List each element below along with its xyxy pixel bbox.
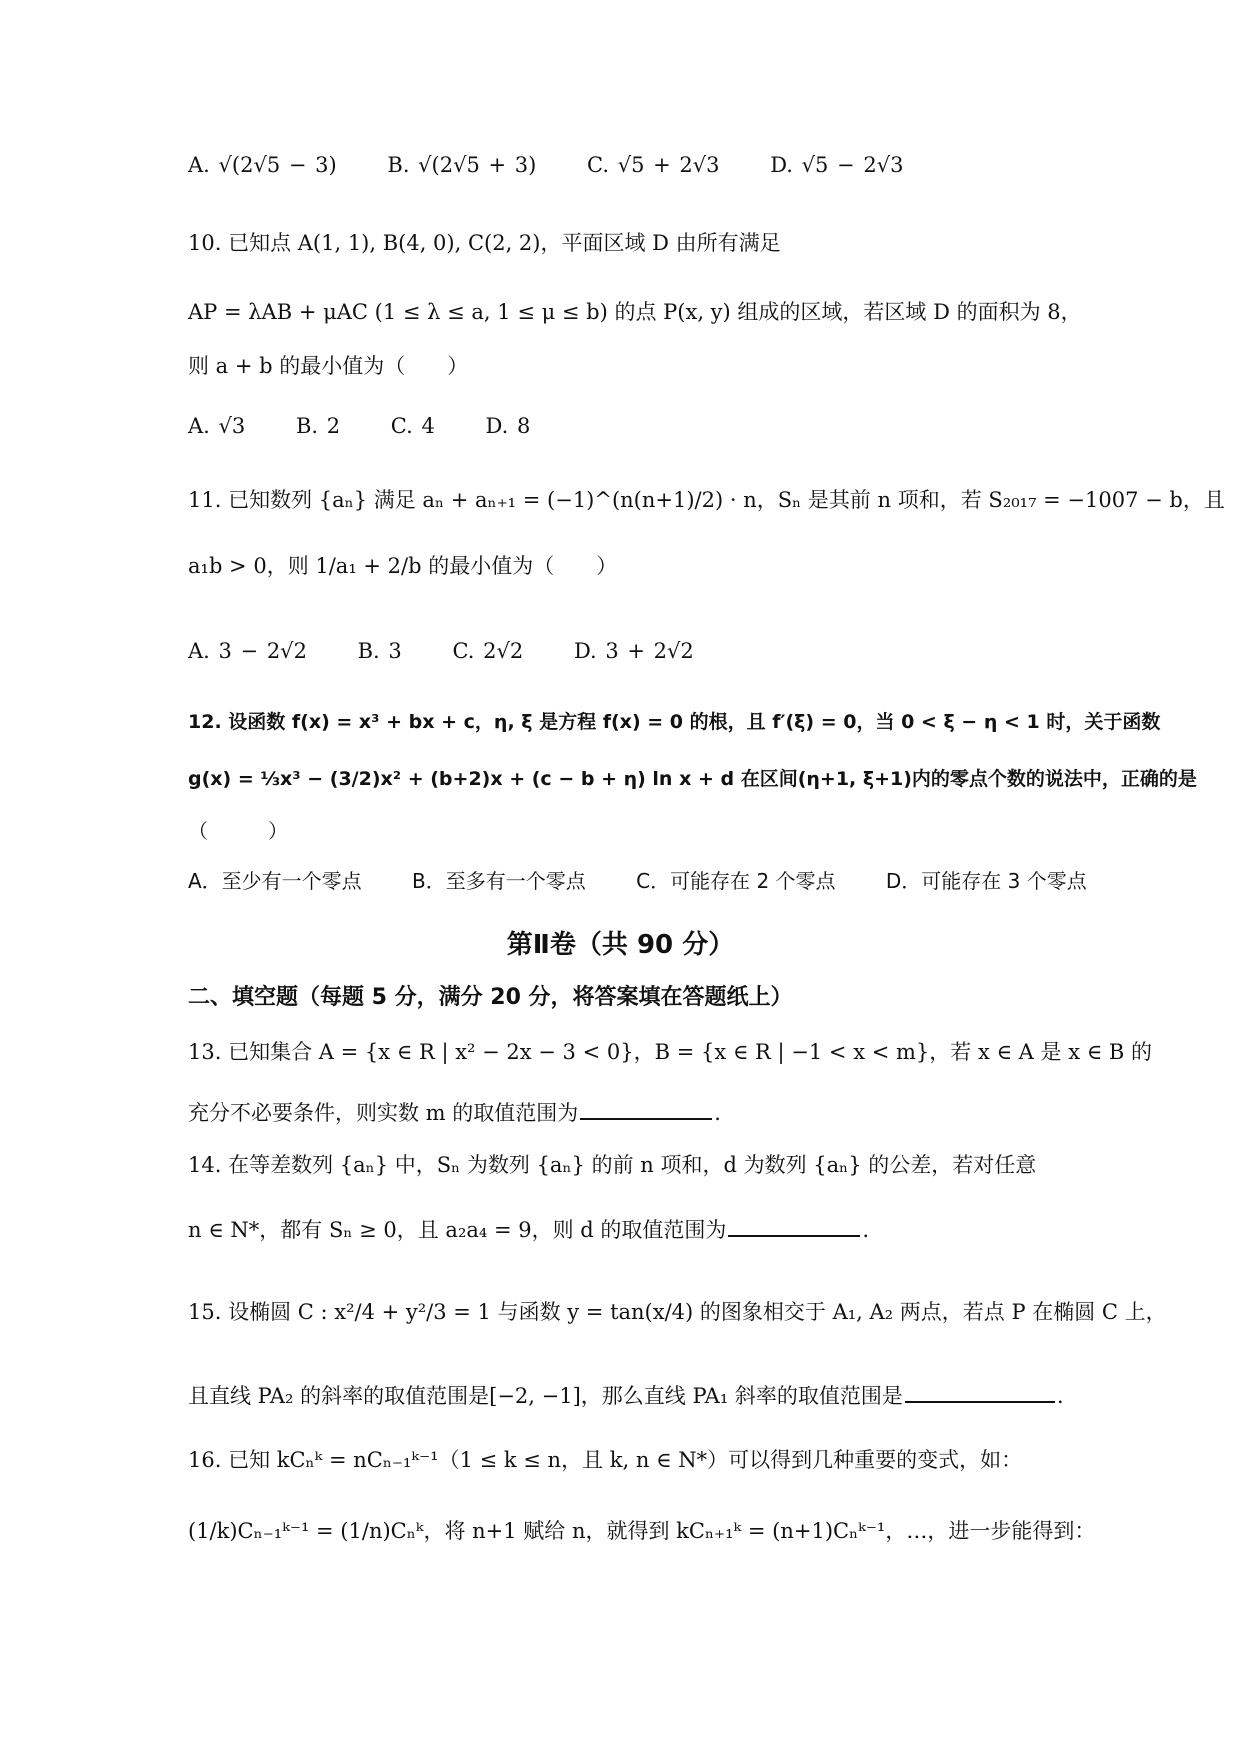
- q15-period: .: [1056, 1384, 1064, 1408]
- q12-choices: [188, 866, 1087, 896]
- q15-answer-blank[interactable]: [905, 1379, 1055, 1403]
- q14-line1: 14. 在等差数列 {aₙ} 中，Sₙ 为数列 {aₙ} 的前 n 项和，d 为数列 {aₙ} 的公差，若对任意: [188, 1153, 1037, 1177]
- q10-line3: 则 a + b 的最小值为（ ）: [188, 354, 469, 378]
- q9-choice-b: B. √(2√5 + 3): [387, 153, 537, 177]
- q12-line3: （ ）: [188, 819, 288, 843]
- q10-choices: [188, 411, 530, 441]
- q12-choice-c: C．可能存在 2 个零点: [636, 869, 836, 893]
- q16-line1: 16. 已知 kCₙᵏ = nCₙ₋₁ᵏ⁻¹（1 ≤ k ≤ n，且 k, n ∈ N*）可以得到几种重要的变式，如：: [188, 1448, 1023, 1472]
- q13-line1: 13. 已知集合 A = {x ∈ R | x² − 2x − 3 < 0}，B = {x ∈ R | −1 < x < m}，若 x ∈ A 是 x ∈ B 的: [188, 1040, 1153, 1064]
- q10-line1: 10. 已知点 A(1, 1), B(4, 0), C(2, 2)，平面区域 D 由所有满足: [188, 231, 781, 255]
- section-title: 第Ⅱ卷（共 90 分）: [506, 930, 735, 960]
- q10-choice-b: B. 2: [295, 414, 341, 438]
- q11-line1: 11. 已知数列 {aₙ} 满足 aₙ + aₙ₊₁ = (−1)^(n(n+1)/2) · n，Sₙ 是其前 n 项和，若 S₂₀₁₇ = −1007 − b，且: [188, 488, 1225, 512]
- q9-choice-c: C. √5 + 2√3: [587, 153, 720, 177]
- q11-line2: a₁b > 0，则 1/a₁ + 2/b 的最小值为（ ）: [188, 554, 618, 578]
- q12-choice-d: D．可能存在 3 个零点: [885, 869, 1087, 893]
- q13-period: .: [714, 1101, 721, 1125]
- q13-line2: [188, 1096, 721, 1128]
- q13-answer-blank[interactable]: [580, 1096, 712, 1120]
- q11-choice-a: A. 3 − 2√2: [188, 639, 307, 663]
- q11-choice-d: D. 3 + 2√2: [573, 639, 694, 663]
- q13-text: 充分不必要条件，则实数 m 的取值范围为: [188, 1101, 579, 1125]
- q14-answer-blank[interactable]: [728, 1213, 860, 1237]
- q12-line2: g(x) = ⅓x³ − (3/2)x² + (b+2)x + (c − b + η) ln x + d 在区间(η+1, ξ+1)内的零点个数的说法中，正确的是: [188, 768, 1197, 790]
- q11-choice-b: B. 3: [357, 639, 402, 663]
- q12-choice-a: A．至少有一个零点: [188, 869, 362, 893]
- q15-line1: 15. 设椭圆 C : x²/4 + y²/3 = 1 与函数 y = tan(x/4) 的图象相交于 A₁, A₂ 两点，若点 P 在椭圆 C 上，: [188, 1300, 1167, 1324]
- q14-line2: [188, 1213, 869, 1245]
- q10-choice-a: A. √3: [188, 414, 246, 438]
- q10-line2: AP = λAB + μAC (1 ≤ λ ≤ a, 1 ≤ μ ≤ b) 的点 P(x, y) 组成的区域，若区域 D 的面积为 8，: [188, 300, 1082, 324]
- q12-line1: 12. 设函数 f(x) = x³ + bx + c，η, ξ 是方程 f(x) = 0 的根，且 f′(ξ) = 0，当 0 < ξ − η < 1 时，关于函数: [188, 711, 1161, 733]
- q10-choice-c: C. 4: [390, 414, 435, 438]
- q15-text: 且直线 PA₂ 的斜率的取值范围是[−2, −1]，那么直线 PA₁ 斜率的取值范围是: [188, 1384, 903, 1408]
- q10-choice-d: D. 8: [485, 414, 531, 438]
- q9-choice-d: D. √5 − 2√3: [770, 153, 904, 177]
- q9-choice-a: A. √(2√5 − 3): [188, 153, 337, 177]
- q15-line2: [188, 1379, 1064, 1411]
- q16-line2: (1/k)Cₙ₋₁ᵏ⁻¹ = (1/n)Cₙᵏ，将 n+1 赋给 n，就得到 kCₙ₊₁ᵏ = (n+1)Cₙᵏ⁻¹，…，进一步能得到：: [188, 1519, 1096, 1543]
- q12-choice-b: B．至多有一个零点: [412, 869, 586, 893]
- q11-choices: [188, 636, 694, 666]
- q14-period: .: [862, 1218, 870, 1242]
- q14-text: n ∈ N*，都有 Sₙ ≥ 0，且 a₂a₄ = 9，则 d 的取值范围为: [188, 1218, 727, 1242]
- q11-choice-c: C. 2√2: [452, 639, 524, 663]
- part-header: 二、填空题（每题 5 分，满分 20 分，将答案填在答题纸上）: [188, 985, 793, 1010]
- q9-choices: [188, 150, 903, 180]
